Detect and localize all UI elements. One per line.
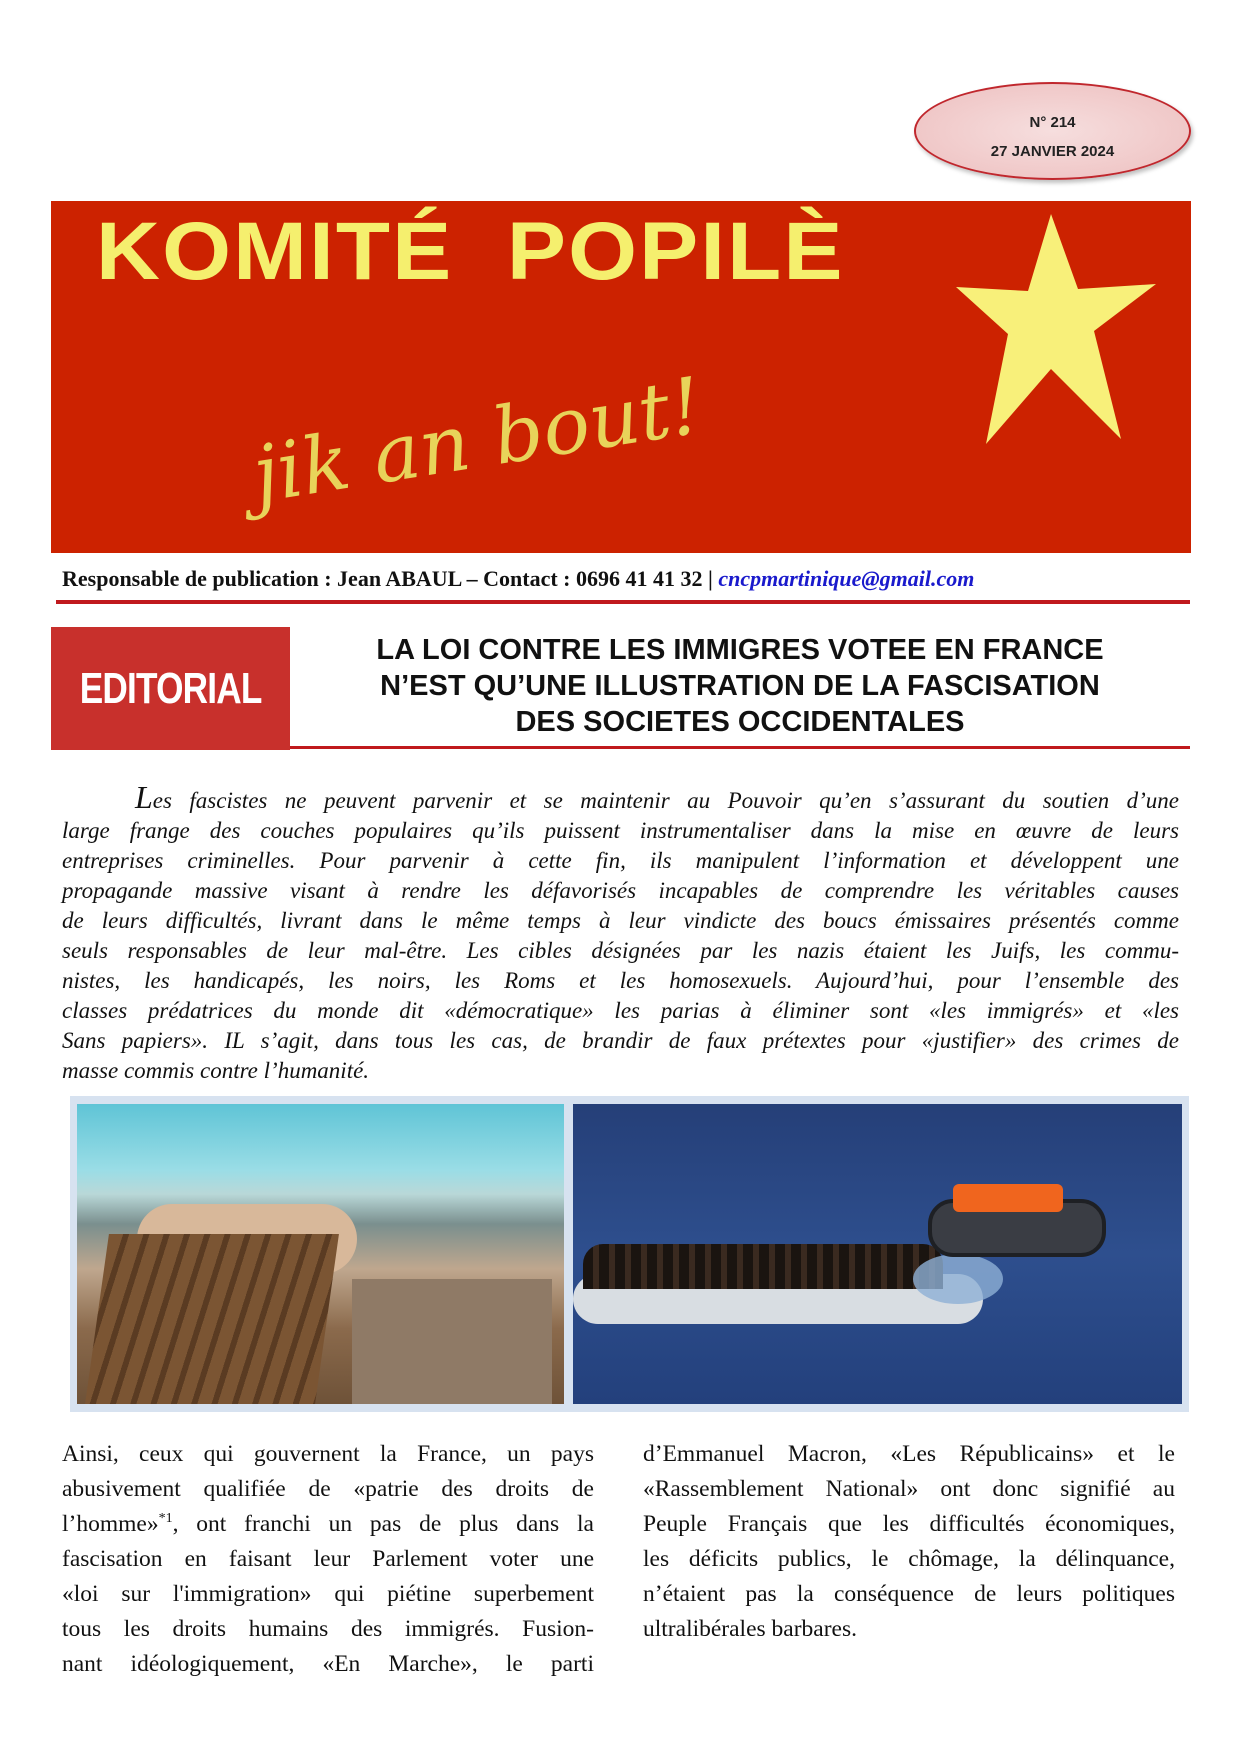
issue-date: 27 JANVIER 2024 [990, 143, 1115, 160]
editorial-label [51, 627, 290, 750]
publication-contact [62, 566, 1182, 592]
photo-beach-lounger [77, 1104, 564, 1404]
masthead-title: KOMITÉ POPILÈ [96, 206, 845, 297]
contact-text: Responsable de publication : Jean ABAUL – Contact : 0696 41 41 32 | [62, 566, 719, 591]
dropcap: L [135, 779, 153, 815]
headline-line: LA LOI CONTRE LES IMMIGRES VOTEE EN FRANCE [376, 634, 1104, 666]
body-line [62, 1507, 594, 1542]
lead-text: es fascistes ne peuvent parvenir et se maintenir au Pouvoir qu’en s’assurant du soutien d’une [152, 788, 1179, 813]
lead-line: large frange des couches populaires qu’ils puissent instrumentaliser dans la mise en œuvre de leurs [62, 818, 1179, 843]
body-line: Ainsi, ceux qui gouvernent la France, un pays [62, 1441, 594, 1467]
headline-underline [290, 746, 1190, 749]
lead-line: propagande massive visant à rendre les défavorisés incapables de comprendre les véritables causes [62, 878, 1179, 903]
body-line: ultralibérales barbares. [643, 1616, 858, 1642]
headline-line: N’EST QU’UNE ILLUSTRATION DE LA FASCISATION [380, 670, 1100, 702]
lead-line: Sans papiers». IL s’agit, dans tous les cas, de brandir de faux prétextes pour «justifier» des crimes de [62, 1028, 1179, 1053]
body-line: fascisation en faisant leur Parlement voter une [62, 1546, 594, 1572]
contact-email-link[interactable]: cncpmartinique@gmail.com [718, 566, 975, 591]
lead-line: de leurs difficultés, livrant dans le même temps à leur vindicte des boucs émissaires présentés comme [62, 908, 1179, 933]
body-line: d’Emmanuel Macron, «Les Républicains» et le [643, 1441, 1175, 1467]
issue-badge [914, 82, 1191, 180]
editorial-label-text: EDITORIAL [79, 663, 262, 713]
footnote-ref[interactable]: *1 [158, 1511, 173, 1527]
body-line: tous les droits humains des immigrés. Fusion- [62, 1616, 594, 1642]
body-line: abusivement qualifiée de «patrie des droits de [62, 1476, 594, 1502]
masthead-slogan: jik an bout! [246, 361, 708, 521]
body-column-right [643, 1437, 1175, 1647]
body-line: «Rassemblement National» ont donc signifié au [643, 1476, 1175, 1502]
lead-line: masse commis contre l’humanité. [62, 1058, 370, 1083]
lead-line [62, 779, 1179, 816]
lead-line: nistes, les handicapés, les noirs, les Roms et les homosexuels. Aujourd’hui, pour l’ensemble des [62, 968, 1179, 993]
star-icon [956, 209, 1156, 449]
headline [300, 632, 1180, 740]
lead-line: classes prédatrices du monde dit «démocratique» les parias à éliminer sont «les immigrés» et «les [62, 998, 1179, 1023]
lead-line: entreprises criminelles. Pour parvenir à cette fin, ils manipulent l’information et développent une [62, 848, 1179, 873]
body-line: «loi sur l'immigration» qui piétine superbement [62, 1581, 594, 1607]
headline-line: DES SOCIETES OCCIDENTALES [515, 706, 965, 738]
body-line: n’étaient pas la conséquence de leurs politiques [643, 1581, 1175, 1607]
photo-migrant-boat [573, 1104, 1182, 1404]
body-line: les déficits publics, le chômage, la délinquance, [643, 1546, 1175, 1572]
body-text: l’homme» [62, 1511, 159, 1537]
lead-line: seuls responsables de leur mal-être. Les cibles désignées par les nazis étaient les Juifs, les commu- [62, 938, 1179, 963]
masthead-banner [51, 201, 1191, 553]
body-column-left [62, 1437, 594, 1682]
lead-paragraph [62, 779, 1179, 1086]
issue-number: N° 214 [1029, 114, 1076, 131]
photo-strip [70, 1096, 1189, 1412]
body-line: Peuple Français que les difficultés économiques, [643, 1511, 1175, 1537]
body-text: , ont franchi un pas de plus dans la [172, 1511, 594, 1537]
divider [56, 600, 1190, 604]
body-line: nant idéologiquement, «En Marche», le parti [62, 1651, 594, 1677]
